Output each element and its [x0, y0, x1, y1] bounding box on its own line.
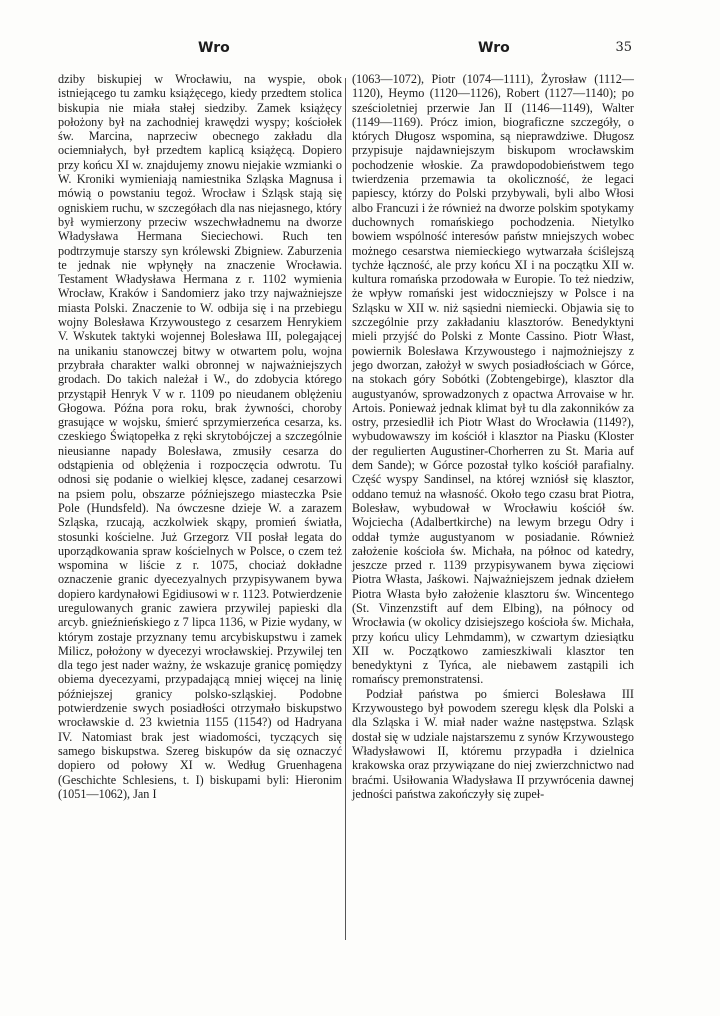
page-header — [58, 40, 632, 64]
column-divider — [345, 78, 346, 940]
running-head-left: Wro — [198, 40, 230, 56]
paragraph: Podział państwa po śmierci Bolesława III Krzywoustego był powodem szeregu klęsk dla Polski a dla Szląska i W. miał nader ważne następstwa. Szląsk dostał się w udziale najstarszemu z synów Krzywoustego Władysławowi II, któremu przypadła i dzielnica krakowska oraz przywiązane do niej zwierzchnictwo nad braćmi. Usiłowania Władysława II przywrócenia dawnej jedności państwa zakończyły się zupeł- — [352, 686, 634, 801]
paragraph: (1063—1072), Piotr (1074—1111), Żyrosław (1112—1120), Heymo (1120—1126), Robert (1127—1140); po sześcioletniej przerwie Jan II (1146—1149), Walter (1149—1169). Prócz imion, biograficzne szczegóły, o których Długosz wspomina, są nieprawdziwe. Długosz przypisuje najdawniejszym biskupom wrocławskim pochodzenie włoskie. Za prawdopodobieństwem tego twierdzenia przemawia ta okoliczność, że legaci papiescy, którzy do Polski przybywali, byli albo Włosi albo Francuzi i że również na dworze polskim spotykamy duchownych romańskiego pochodzenia. Nietylko bowiem wspólność interesów państw mniejszych wobec możnego cesarstwa niemieckiego wytwarzała ściślejszą tychże łączność, ale przy końcu XI i na początku XII w. kultura romańska przodowała w Europie. To też niedziw, że wpływ romański jest widoczniejszy w Polsce i na Szląsku w XII w. niż sąsiedni niemiecki. Objawia się to szczególnie przy zakładaniu klasztorów. Benedyktyni mieli przyjść do Polski z Monte Cassino. Piotr Włast, powiernik Bolesława Krzywoustego i najmożniejszy z jego dworzan, założył w swych posiadłościach w Górce, na stokach góry Sobótki (Zobtengebirge), klasztor dla augustyanów, sprowadzonych z opactwa Arrovaise w hr. Artois. Ponieważ jednak klimat był tu dla zakonników za ostry, przesiedlił ich Piotr Włast do Wrocławia (1149?), wybudowawszy im kościół i klasztor na Piasku (Kloster der regulierten Augustiner-Chorherren zu St. Maria auf dem Sande); w Górce pozostał tylko kościół parafialny. Część wyspy Sandinsel, na której wzniósł się klasztor, oddano temuż na własność. Około tego czasu brat Piotra, Bolesław, wybudował w Wrocławiu kościół św. Wojciecha (Adalbertkirche) na lewym brzegu Odry i oddał tymże augustyanom w posiadanie. Również założenie kościoła św. Michała, na północ od katedry, jeszcze przed r. 1139 przypisywanem bywa zięciowi Piotra Własta, Jaśkowi. Najważniejszem jednak dziełem Piotra Własta było założenie klasztoru św. Wincentego (St. Vinzenzstift auf dem Elbing), na północy od Wrocławia (w okolicy dzisiejszego kościoła św. Michała, przy końcu ulicy Lehmdamm), w czwartym dziesiątku XII w. Początkowo zamieszkiwali klasztor ten benedyktyni z Tyńca, ale niebawem zastąpili ich romańscy premonstratensi. — [352, 72, 634, 687]
left-column — [58, 72, 342, 801]
running-head-right: Wro — [478, 40, 510, 56]
paragraph: dziby biskupiej w Wrocławiu, na wyspie, obok istniejącego tu zamku książęcego, kiedy przedtem stolica biskupia nie miała stałej siedziby. Zamek książęcy położony był na zachodniej krawędzi wyspy; kościołek św. Marcina, naprzeciw obecnego zakładu dla ociemniałych, był przedtem kaplicą książęcą. Dopiero przy końcu XI w. znajdujemy znowu niejakie wzmianki o W. Kroniki wymieniają namiestnika Szląska Magnusa i mówią o powstaniu tegoż. Wrocław i Szląsk stają się ogniskiem ruchu, w szczegółach dla nas niejasnego, który był wymierzony przeciw wszechwładnemu na dworze Władysława Hermana Sieciechowi. Ruch ten podtrzymuje starszy syn królewski Zbigniew. Zaburzenia te jednak nie wpłynęły na znaczenie Wrocławia. Testament Władysława Hermana z r. 1102 wymienia Wrocław, Kraków i Sandomierz jako trzy najważniejsze miasta Polski. Znaczenie to W. odbija się i na przebiegu wojny Bolesława Krzywoustego z cesarzem Henrykiem V. Wskutek taktyki wojennej Bolesława III, polegającej na unikaniu stanowczej bitwy w otwartem polu, wojna przybrała charakter walki obronnej w najważniejszych grodach. Do takich należał i W., do zdobycia którego przystąpił Henryk V w r. 1109 po nieudanem oblężeniu Głogowa. Późna pora roku, brak żywności, choroby grasujące w wojsku, śmierć sprzymierzeńca cesarza, ks. czeskiego Świątopełka z ręki skrytobójczej a szczególnie nieusianne napady Bolesława, zmusiły cesarza do odstąpienia od oblężenia i rozpoczęcia odwrotu. Tu odnosi się podanie o wielkiej klęsce, zadanej cesarzowi na psiem polu, obszarze późniejszego miasteczka Psie Pole (Hundsfeld). Na ówczesne dzieje W. a zarazem Szląska, rzucają, aczkolwiek skąpy, promień światła, stosunki kościelne. Już Grzegorz VII posłał legata do uporządkowania spraw kościelnych w Polsce, o czem też wspomina w liście z r. 1075, chociaż dokładne oznaczenie granic dyecezyalnych przypisywanem bywa dopiero kardynałowi Egidiusowi w r. 1123. Potwierdzenie uregulowanych granic zawiera przywilej papieski dla arcyb. gnieźnieńskiego z 7 lipca 1136, w Pizie wydany, w którym zostaje przyznany temu arcybiskupstwu i zamek Milicz, położony w dyecezyi wrocławskiej. Przywilej ten dla tego jest nader ważny, że wskazuje granicę pomiędzy obiema dyecezyami, przypadającą mniej więcej na linię późniejszej granicy polsko-szląskiej. Podobne potwierdzenie swych posiadłości otrzymało biskupstwo wrocławskie d. 23 kwietnia 1155 (1154?) od Hadryana IV. Natomiast brak jest wiadomości, tyczących się samego biskupstwa. Szereg biskupów da się oznaczyć dopiero od połowy XI w. Według Gruenhagena (Geschichte Schlesiens, t. I) biskupami byli: Hieronim (1051—1062), Jan I — [58, 72, 342, 801]
right-column — [352, 72, 634, 801]
page-number: 35 — [615, 40, 632, 55]
